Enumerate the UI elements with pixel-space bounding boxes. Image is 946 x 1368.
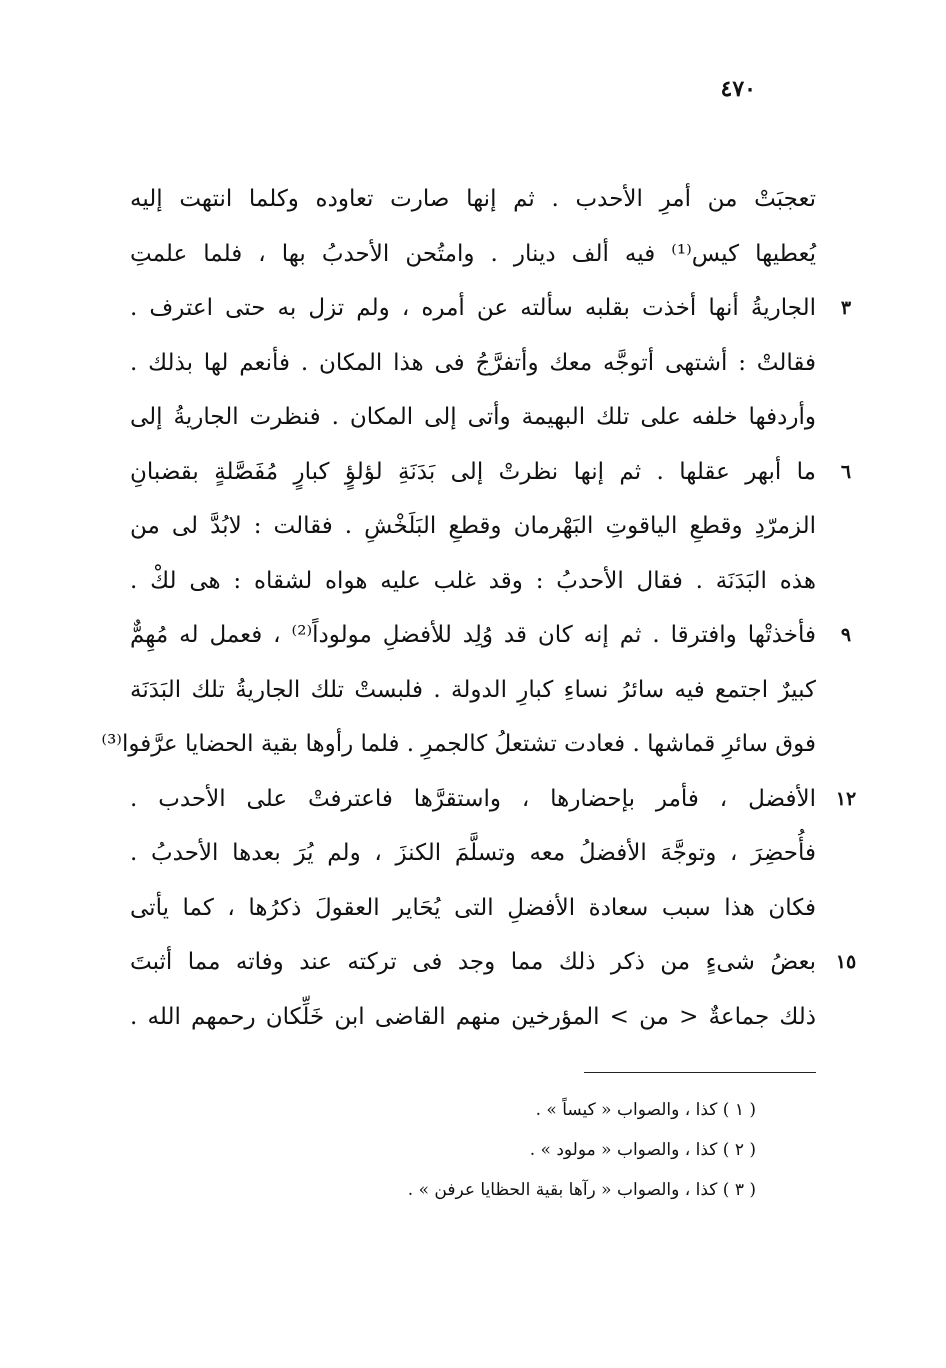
line-text: فأُحضِرَ ، وتوجَّهَ الأفضلُ معه وتسلَّمَ الكنزَ ، ولم يُرَ بعدها الأحدبُ . bbox=[130, 840, 816, 866]
line-text: فقالتْ : أشتهى أتوجَّه معك وأتفرَّجُ فى هذا المكان . فأنعم لها بذلك . bbox=[130, 349, 816, 376]
line-number: ٦ bbox=[840, 460, 852, 483]
line-text: هذه البَدَنَة . فقال الأحدبُ : وقد غلب عليه هواه لشقاه : هى لكْ . bbox=[130, 567, 816, 594]
line-text: فكان هذا سبب سعادة الأفضلِ التى يُحَاير العقولَ ذكرُها ، كما يأتى bbox=[130, 894, 816, 921]
text-line bbox=[130, 336, 816, 391]
text-line bbox=[130, 445, 852, 500]
text-line bbox=[130, 826, 816, 881]
footnote-separator bbox=[584, 1072, 816, 1073]
footnote-1: ( ١ ) كذا ، والصواب « كيساً » . bbox=[535, 1100, 756, 1120]
footnote-3: ( ٣ ) كذا ، والصواب « رآها بقية الحظايا عرفن » . bbox=[407, 1180, 756, 1200]
line-text: وأردفها خلفه على تلك البهيمة وأتى إلى المكان . فنظرت الجاريةُ إلى bbox=[130, 404, 816, 430]
line-text: الزمرّدِ وقطعِ الياقوتِ البَهْرمان وقطعِ البَلَخْشِ . فقالت : لابُدَّ لى من bbox=[130, 513, 816, 539]
line-number: ٣ bbox=[840, 297, 852, 319]
line-text: فوق سائرِ قماشها . فعادت تشتعلُ كالجمرِ . فلما رأوها بقية الحضايا عرَّفوا⁽³⁾ bbox=[101, 731, 816, 757]
line-text: الأفضل ، فأمر بإحضارها ، واستقرَّها فاعترفتْ على الأحدب . bbox=[130, 785, 816, 812]
text-line bbox=[130, 554, 816, 609]
line-number: ١٥ bbox=[835, 951, 857, 973]
text-line bbox=[101, 717, 816, 772]
text-line bbox=[130, 172, 816, 227]
line-number: ٩ bbox=[840, 624, 852, 646]
footnote-2: ( ٢ ) كذا ، والصواب « مولود » . bbox=[529, 1140, 756, 1160]
text-line bbox=[130, 772, 857, 827]
line-text: الجاريةُ أنها أخذت بقلبه سألته عن أمره ، ولم تزل به حتى اعترف . bbox=[130, 295, 816, 321]
line-text: كبيرٌ اجتمع فيه سائرُ نساءِ كبارِ الدولة . فلبستْ تلك الجاريةُ تلك البَدَنَة bbox=[130, 676, 816, 703]
line-text: فأخذتْها وافترقا . ثم إنه كان قد وُلِد للأفضلِ مولوداً⁽²⁾ ، فعمل له مُهِمٌّ bbox=[130, 622, 816, 648]
text-line bbox=[130, 663, 816, 718]
line-number: ١٢ bbox=[835, 787, 857, 810]
page-number: ٤٧٠ bbox=[720, 76, 756, 102]
text-line bbox=[130, 227, 816, 282]
text-line bbox=[130, 935, 857, 990]
text-line bbox=[130, 390, 816, 445]
footnotes bbox=[408, 1090, 756, 1210]
line-text: يُعطيها كيس⁽¹⁾ فيه ألف دينار . وامتُحن الأحدبُ بها ، فلما علمتِ bbox=[130, 240, 816, 267]
line-text: بعضُ شىءٍ من ذكر ذلك مما وجد فى تركته عند وفاته مما أثبتَ bbox=[130, 949, 816, 975]
line-text: ذلك جماعةٌ < من > المؤرخين منهم القاضى ابن خَلِّكان رحمهم الله . bbox=[130, 1003, 816, 1030]
text-line bbox=[130, 499, 816, 554]
line-text: تعجبَتْ من أمرِ الأحدب . ثم إنها صارت تعاوده وكلما انتهت إليه bbox=[130, 186, 816, 212]
text-line bbox=[130, 608, 852, 663]
line-text: ما أبهر عقلها . ثم إنها نظرتْ إلى بَدَنَةِ لؤلؤٍ كبارٍ مُفَصَّلةٍ بقضبانِ bbox=[130, 458, 816, 485]
text-line bbox=[130, 990, 816, 1045]
text-line bbox=[130, 881, 816, 936]
main-text bbox=[101, 172, 857, 1044]
text-line bbox=[130, 281, 852, 336]
